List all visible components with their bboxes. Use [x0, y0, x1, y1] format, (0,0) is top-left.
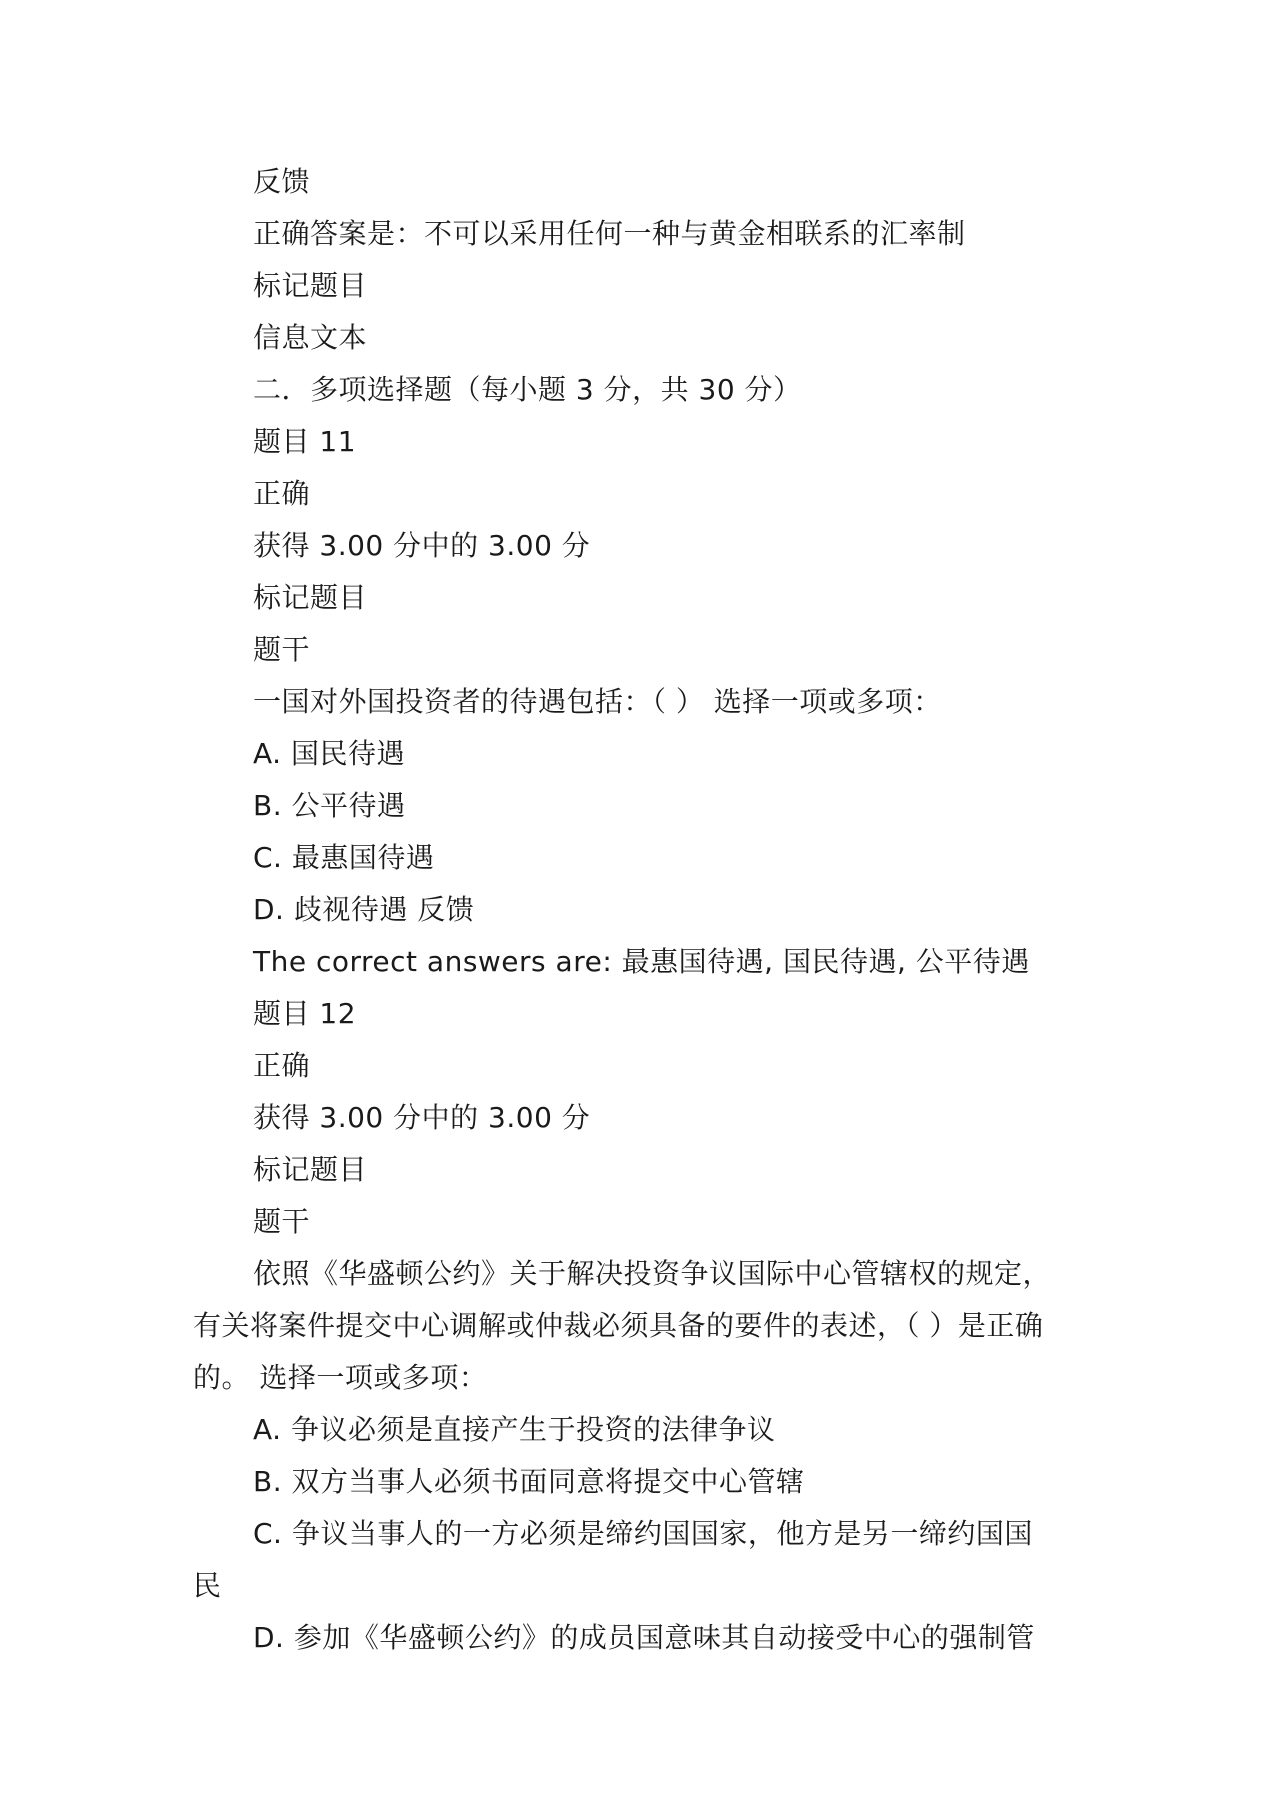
question-stem-label: 题干 [253, 633, 311, 666]
option-c-continued[interactable]: 民 [193, 1569, 222, 1602]
option-d-feedback[interactable]: D. 歧视待遇 反馈 [253, 893, 475, 926]
flag-question-link[interactable]: 标记题目 [253, 1153, 368, 1186]
option-a[interactable]: A. 争议必须是直接产生于投资的法律争议 [253, 1413, 776, 1446]
question-text: 依照《华盛顿公约》关于解决投资争议国际中心管辖权的规定， [253, 1257, 1052, 1290]
feedback-heading: 反馈 [253, 165, 311, 198]
info-text-label: 信息文本 [253, 321, 368, 354]
question-text: 有关将案件提交中心调解或仲裁必须具备的要件的表述，（ ）是正确 [193, 1309, 1044, 1342]
option-c[interactable]: C. 争议当事人的一方必须是缔约国国家，他方是另一缔约国国 [253, 1517, 1033, 1550]
question-status: 正确 [253, 477, 311, 510]
option-b[interactable]: B. 公平待遇 [253, 789, 406, 822]
flag-question-link[interactable]: 标记题目 [253, 269, 368, 302]
question-text: 一国对外国投资者的待遇包括：（ ） 选择一项或多项： [253, 685, 942, 718]
section-heading: 二．多项选择题（每小题 3 分，共 30 分） [253, 373, 802, 406]
question-score: 获得 3.00 分中的 3.00 分 [253, 1101, 591, 1134]
question-number: 题目 12 [253, 997, 357, 1030]
correct-answers-text: The correct answers are: 最惠国待遇, 国民待遇, 公平待遇 [253, 945, 1030, 978]
question-status: 正确 [253, 1049, 311, 1082]
question-text: 的。 选择一项或多项： [193, 1361, 488, 1394]
option-d[interactable]: D. 参加《华盛顿公约》的成员国意味其自动接受中心的强制管 [253, 1621, 1035, 1654]
correct-answer-text: 正确答案是：不可以采用任何一种与黄金相联系的汇率制 [253, 217, 966, 250]
question-number: 题目 11 [253, 425, 357, 458]
option-c[interactable]: C. 最惠国待遇 [253, 841, 435, 874]
question-score: 获得 3.00 分中的 3.00 分 [253, 529, 591, 562]
flag-question-link[interactable]: 标记题目 [253, 581, 368, 614]
option-b[interactable]: B. 双方当事人必须书面同意将提交中心管辖 [253, 1465, 805, 1498]
option-a[interactable]: A. 国民待遇 [253, 737, 405, 770]
question-stem-label: 题干 [253, 1205, 311, 1238]
